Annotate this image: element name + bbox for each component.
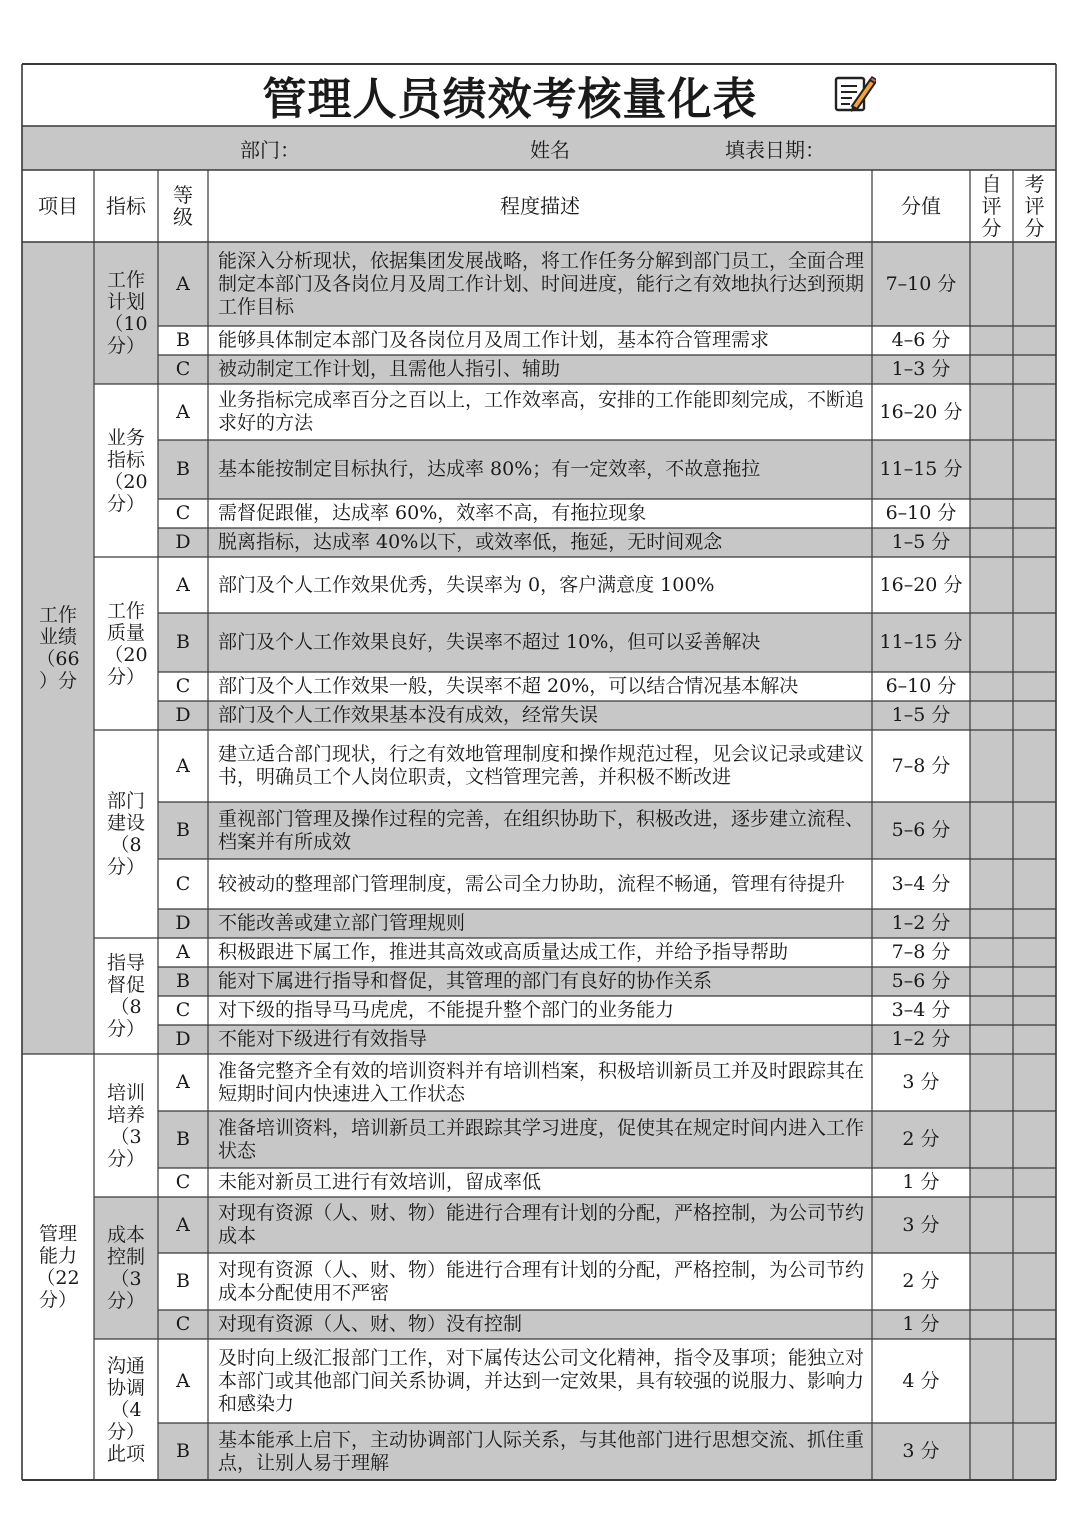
description-cell: 对下级的指导马马虎虎，不能提升整个部门的业务能力 xyxy=(218,999,675,1021)
indicator-cell: 工作 计划 （10 分） xyxy=(104,269,148,357)
grade-cell: B xyxy=(176,1270,190,1292)
score-cell: 11–15 分 xyxy=(879,458,963,480)
review-score-cell xyxy=(1013,967,1056,996)
score-cell: 3–4 分 xyxy=(891,999,951,1021)
grade-cell: D xyxy=(175,912,191,934)
description-cell: 基本能承上启下，主动协调部门人际关系，与其他部门进行思想交流、抓住重点，让别人易于理解 xyxy=(218,1428,865,1474)
grade-cell: A xyxy=(176,1071,190,1093)
score-cell: 5–6 分 xyxy=(891,970,951,992)
score-cell: 6–10 分 xyxy=(885,502,957,524)
description-cell: 能够具体制定本部门及各岗位月及周工作计划，基本符合管理需求 xyxy=(218,329,770,351)
score-cell: 2 分 xyxy=(902,1270,940,1292)
description-cell: 准备完整齐全有效的培训资料并有培训档案，积极培训新员工并及时跟踪其在短期时间内快速进入工作状态 xyxy=(218,1059,865,1105)
self-score-cell xyxy=(970,909,1013,938)
self-score-cell xyxy=(970,1111,1013,1168)
description-cell: 对现有资源（人、财、物）能进行合理有计划的分配，严格控制，为公司节约成本 xyxy=(218,1202,865,1247)
score-cell: 4–6 分 xyxy=(891,329,951,351)
header-score: 分值 xyxy=(901,193,941,218)
review-score-cell xyxy=(1013,1339,1056,1423)
date-label: 填表日期： xyxy=(725,137,825,162)
review-score-cell xyxy=(1013,1168,1056,1197)
description-cell: 业务指标完成率百分之百以上，工作效率高，安排的工作能即刻完成，不断追求好的方法 xyxy=(218,389,865,434)
grade-cell: C xyxy=(175,872,191,895)
project-cell: 工作 业绩 （66 ）分 xyxy=(36,604,80,692)
self-score-cell xyxy=(970,1339,1013,1423)
indicator-cell: 业务 指标 （20 分） xyxy=(104,426,148,515)
self-score-cell xyxy=(970,326,1013,355)
grade-cell: A xyxy=(176,1369,190,1392)
self-score-cell xyxy=(970,701,1013,730)
description-cell: 重视部门管理及操作过程的完善，在组织协助下，积极改进，逐步建立流程、档案并有所成效 xyxy=(218,807,865,853)
indicator-cell: 工作 质量 （20 分） xyxy=(104,599,148,688)
self-score-cell xyxy=(970,730,1013,802)
description-cell: 部门及个人工作效果良好，失误率不超过 10%，但可以妥善解决 xyxy=(218,631,761,653)
review-score-cell xyxy=(1013,1423,1056,1480)
review-score-cell xyxy=(1013,613,1056,672)
self-score-cell xyxy=(970,528,1013,557)
grade-cell: B xyxy=(176,970,190,992)
description-cell: 被动制定工作计划，且需他人指引、辅助 xyxy=(218,358,561,380)
score-cell: 11–15 分 xyxy=(879,631,963,653)
description-cell: 未能对新员工进行有效培训，留成率低 xyxy=(218,1171,542,1193)
review-score-cell xyxy=(1013,242,1056,326)
score-cell: 1–2 分 xyxy=(891,1028,951,1050)
self-score-cell xyxy=(970,499,1013,528)
score-cell: 5–6 分 xyxy=(891,819,951,841)
description-cell: 较被动的整理部门管理制度，需公司全力协助，流程不畅通，管理有待提升 xyxy=(218,872,846,895)
grade-cell: A xyxy=(176,272,190,295)
score-cell: 3 分 xyxy=(902,1440,940,1462)
self-score-cell xyxy=(970,384,1013,440)
self-score-cell xyxy=(970,672,1013,701)
review-score-cell xyxy=(1013,802,1056,859)
grade-cell: C xyxy=(175,1313,191,1335)
review-score-cell xyxy=(1013,557,1056,613)
header-indicator: 指标 xyxy=(106,193,146,218)
score-cell: 16–20 分 xyxy=(879,573,963,596)
grade-cell: B xyxy=(176,631,190,653)
score-cell: 1–5 分 xyxy=(891,704,951,726)
self-score-cell xyxy=(970,967,1013,996)
grade-cell: D xyxy=(175,531,191,553)
indicator-cell: 培训 培养 （3 分） xyxy=(106,1081,145,1170)
review-score-cell xyxy=(1013,528,1056,557)
description-cell: 建立适合部门现状，行之有效地管理制度和操作规范过程，见会议记录或建议书，明确员工个人岗位职责，文档管理完善，并积极不断改进 xyxy=(218,743,865,788)
self-score-cell xyxy=(970,1197,1013,1253)
score-cell: 3–4 分 xyxy=(891,872,951,895)
description-cell: 及时向上级汇报部门工作，对下属传达公司文化精神，指令及事项；能独立对本部门或其他部门间关系协调，并达到一定效果，具有较强的说服力、影响力和感染力 xyxy=(218,1346,865,1415)
description-cell: 能深入分析现状，依据集团发展战略，将工作任务分解到部门员工，全面合理制定本部门及各岗位月及周工作计划、时间进度，能行之有效地执行达到预期工作目标 xyxy=(218,249,865,318)
score-cell: 2 分 xyxy=(902,1128,940,1150)
review-score-cell xyxy=(1013,355,1056,384)
grade-cell: B xyxy=(176,819,190,841)
review-score-cell xyxy=(1013,730,1056,802)
indicator-cell: 成本 控制 （3 分） xyxy=(106,1224,145,1312)
grade-cell: B xyxy=(176,458,190,480)
self-score-cell xyxy=(970,996,1013,1025)
description-cell: 不能对下级进行有效指导 xyxy=(218,1028,428,1050)
description-cell: 不能改善或建立部门管理规则 xyxy=(218,912,466,934)
score-cell: 4 分 xyxy=(902,1369,940,1392)
grade-cell: A xyxy=(176,754,190,777)
grade-cell: C xyxy=(175,502,191,524)
description-cell: 对现有资源（人、财、物）没有控制 xyxy=(218,1313,523,1335)
description-cell: 对现有资源（人、财、物）能进行合理有计划的分配，严格控制，为公司节约成本分配使用不严密 xyxy=(218,1258,865,1304)
grade-cell: C xyxy=(175,1171,191,1193)
score-cell: 1–2 分 xyxy=(891,912,951,934)
review-score-cell xyxy=(1013,672,1056,701)
review-score-cell xyxy=(1013,499,1056,528)
grade-cell: A xyxy=(176,1213,190,1236)
page-title: 管理人员绩效考核量化表 xyxy=(262,74,758,124)
self-score-cell xyxy=(970,1054,1013,1111)
score-cell: 1–3 分 xyxy=(891,358,951,380)
score-cell: 6–10 分 xyxy=(885,675,957,697)
self-score-cell xyxy=(970,802,1013,859)
score-cell: 7–10 分 xyxy=(885,272,957,295)
header-description: 程度描述 xyxy=(500,193,580,218)
self-score-cell xyxy=(970,1025,1013,1054)
self-score-cell xyxy=(970,557,1013,613)
grade-cell: D xyxy=(175,704,191,726)
name-label: 姓名 xyxy=(530,137,570,162)
description-cell: 脱离指标，达成率 40%以下，或效率低，拖延，无时间观念 xyxy=(218,531,723,553)
score-cell: 16–20 分 xyxy=(879,400,963,423)
review-score-cell xyxy=(1013,326,1056,355)
indicator-cell: 指导 督促 （8 分） xyxy=(106,952,145,1040)
score-cell: 7–8 分 xyxy=(891,754,951,777)
score-cell: 1 分 xyxy=(902,1171,940,1193)
self-score-cell xyxy=(970,440,1013,499)
review-score-cell xyxy=(1013,1310,1056,1339)
grade-cell: A xyxy=(176,400,190,423)
review-score-cell xyxy=(1013,996,1056,1025)
description-cell: 部门及个人工作效果一般，失误率不超 20%，可以结合情况基本解决 xyxy=(218,675,799,697)
header-review-score: 考 评 分 xyxy=(1024,172,1045,240)
description-cell: 部门及个人工作效果优秀，失误率为 0，客户满意度 100% xyxy=(218,573,715,596)
grade-cell: C xyxy=(175,999,191,1021)
grade-cell: B xyxy=(176,1440,190,1462)
score-cell: 7–8 分 xyxy=(891,941,951,963)
grade-cell: C xyxy=(175,358,191,380)
review-score-cell xyxy=(1013,859,1056,909)
header-grade: 等 级 xyxy=(173,183,193,229)
self-score-cell xyxy=(970,1253,1013,1310)
self-score-cell xyxy=(970,355,1013,384)
description-cell: 准备培训资料，培训新员工并跟踪其学习进度，促使其在规定时间内进入工作状态 xyxy=(218,1116,865,1162)
indicator-cell: 沟通 协调 （4 分） 此项 xyxy=(106,1354,145,1465)
score-cell: 1–5 分 xyxy=(891,531,951,553)
grade-cell: B xyxy=(176,1128,190,1150)
self-score-cell xyxy=(970,938,1013,967)
review-score-cell xyxy=(1013,1197,1056,1253)
dept-label: 部门： xyxy=(240,137,300,162)
self-score-cell xyxy=(970,613,1013,672)
score-cell: 1 分 xyxy=(902,1313,940,1335)
description-cell: 基本能按制定目标执行，达成率 80%；有一定效率，不故意拖拉 xyxy=(218,458,761,480)
review-score-cell xyxy=(1013,909,1056,938)
indicator-cell: 部门 建设 （8 分） xyxy=(106,790,145,878)
self-score-cell xyxy=(970,1168,1013,1197)
review-score-cell xyxy=(1013,1253,1056,1310)
description-cell: 能对下属进行指导和督促，其管理的部门有良好的协作关系 xyxy=(218,970,713,992)
review-score-cell xyxy=(1013,1111,1056,1168)
header-project: 项目 xyxy=(38,193,78,218)
grade-cell: C xyxy=(175,675,191,697)
score-cell: 3 分 xyxy=(902,1071,940,1093)
description-cell: 部门及个人工作效果基本没有成效，经常失误 xyxy=(218,704,599,726)
review-score-cell xyxy=(1013,1025,1056,1054)
score-cell: 3 分 xyxy=(902,1213,940,1236)
project-cell: 管理 能力 （22 分） xyxy=(36,1223,80,1311)
self-score-cell xyxy=(970,1310,1013,1339)
self-score-cell xyxy=(970,242,1013,326)
description-cell: 需督促跟催，达成率 60%，效率不高，有拖拉现象 xyxy=(218,502,647,524)
review-score-cell xyxy=(1013,384,1056,440)
review-score-cell xyxy=(1013,1054,1056,1111)
grade-cell: D xyxy=(175,1028,191,1050)
grade-cell: A xyxy=(176,941,190,963)
self-score-cell xyxy=(970,1423,1013,1480)
description-cell: 积极跟进下属工作，推进其高效或高质量达成工作，并给予指导帮助 xyxy=(218,941,789,963)
review-score-cell xyxy=(1013,701,1056,730)
grade-cell: B xyxy=(176,329,190,351)
notepad-pencil-icon xyxy=(830,70,880,120)
header-self-score: 自 评 分 xyxy=(981,172,1002,240)
review-score-cell xyxy=(1013,938,1056,967)
self-score-cell xyxy=(970,859,1013,909)
review-score-cell xyxy=(1013,440,1056,499)
grade-cell: A xyxy=(176,573,190,596)
